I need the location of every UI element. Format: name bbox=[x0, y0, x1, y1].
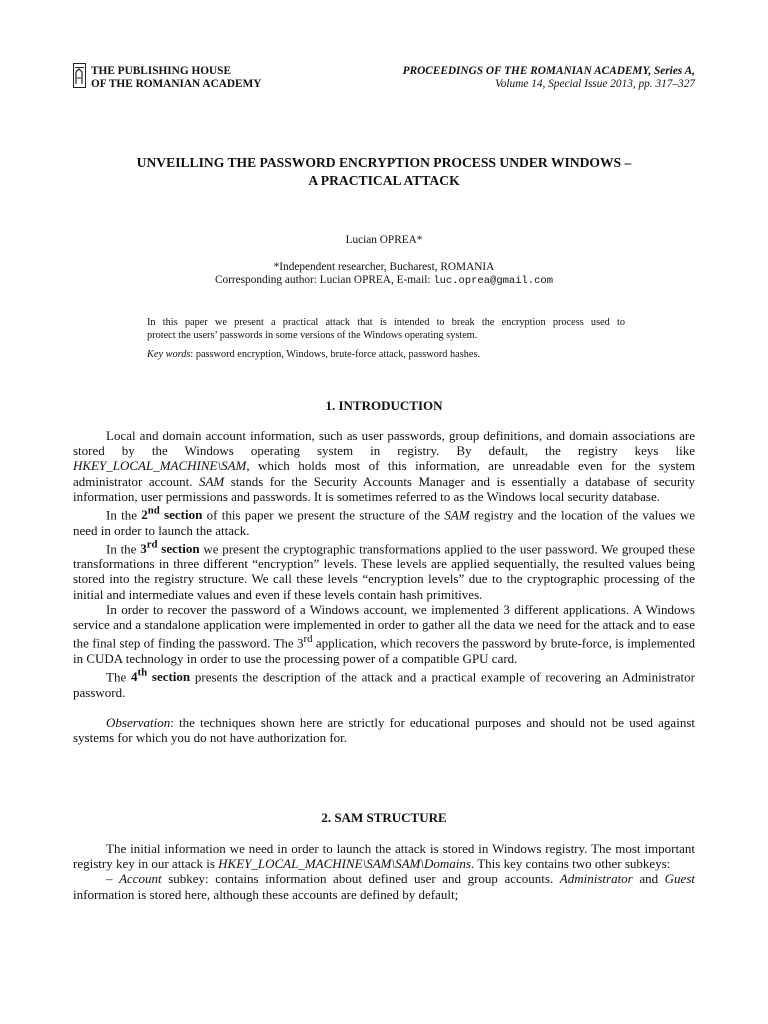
abstract-line-2: protect the users’ passwords in some versions of the Windows operating system. bbox=[147, 330, 478, 341]
paper-title-line-1: UNVEILLING THE PASSWORD ENCRYPTION PROCESS UNDER WINDOWS – bbox=[136, 155, 632, 170]
intro-paragraph-1 bbox=[73, 428, 695, 504]
text: The initial information we need in order to launch the attack is stored in Windows registry. The most important registry key in our attack is bbox=[73, 841, 695, 872]
text: , which holds most of this information, are unreadable even for the system administrator account. bbox=[73, 458, 695, 489]
sam-term: SAM bbox=[198, 473, 225, 489]
intro-paragraph-4 bbox=[73, 602, 695, 666]
section-num: 2 bbox=[141, 507, 148, 523]
sam-paragraph-2 bbox=[73, 871, 695, 901]
author-affiliation: *Independent researcher, Bucharest, ROMANIA bbox=[273, 261, 495, 273]
corresponding-prefix: Corresponding author: Lucian OPREA, E-mail: bbox=[214, 274, 434, 286]
administrator-term: Administrator bbox=[559, 871, 633, 887]
registry-key: HKEY_LOCAL_MACHINE\SAM bbox=[73, 458, 247, 474]
author-email: luc.oprea@gmail.com bbox=[433, 275, 554, 287]
text: registry and the location of the values we need in order to launch the attack. bbox=[73, 507, 695, 538]
text: In the bbox=[106, 541, 141, 557]
text: and bbox=[632, 871, 665, 887]
text: we present the cryptographic transformations applied to the user password. We grouped these transformations in three different “encryption” levels. These levels are applied sequentially, the resulted values being stored into the registry structure. We call these levels “encryption levels” due to the cryptographic processing of the initial and intermediate values and even if these levels contain hash primitives. bbox=[73, 541, 695, 602]
section-word: section bbox=[147, 669, 191, 685]
keywords-label: Key words bbox=[147, 349, 191, 360]
list-dash: – bbox=[106, 871, 120, 887]
ordinal-suffix: nd bbox=[147, 505, 160, 518]
introduction-body bbox=[73, 428, 695, 745]
text: The bbox=[106, 669, 131, 685]
ordinal-suffix: rd bbox=[303, 633, 313, 646]
journal-title-line bbox=[403, 65, 695, 78]
text: of this paper we present the structure of the bbox=[202, 507, 445, 523]
paper-title-line-2: A PRACTICAL ATTACK bbox=[308, 173, 460, 188]
section-word: section bbox=[159, 507, 203, 523]
ordinal-suffix: th bbox=[137, 667, 148, 680]
section-word: section bbox=[157, 541, 200, 557]
journal-volume: Volume 14, Special Issue 2013, pp. 317–327 bbox=[495, 78, 695, 90]
text: application, which recovers the password by brute-force, is implemented in CUDA technology in order to use the processing power of a compatible GPU card. bbox=[73, 635, 695, 666]
publisher-line-1: THE PUBLISHING HOUSE bbox=[91, 65, 231, 77]
observation-label: Observation bbox=[106, 714, 171, 730]
text: Local and domain account information, such as user passwords, group definitions, and domain associations are stored by the Windows operating system in registry. By default, the registry keys like bbox=[73, 428, 695, 459]
ordinal-suffix: rd bbox=[146, 538, 158, 551]
section-ref bbox=[141, 507, 202, 522]
publisher-line-2: OF THE ROMANIAN ACADEMY bbox=[91, 78, 262, 90]
paper-title bbox=[0, 154, 768, 190]
text: In the bbox=[106, 507, 142, 523]
abstract-line-1: In this paper we present a practical attack that is intended to break the encryption process used to bbox=[147, 317, 625, 328]
keywords-list: : password encryption, Windows, brute-force attack, password hashes. bbox=[190, 349, 481, 360]
intro-paragraph-3 bbox=[73, 538, 695, 602]
text: In order to recover the password of a Windows account, we implemented 3 different applications. A Windows service and a standalone application were implemented in order to gather all the data we need for the attack and to ease the final step of finding the password. The 3 bbox=[73, 601, 695, 651]
text: information is stored here, although these accounts are defined by default; bbox=[73, 886, 459, 902]
account-term: Account bbox=[119, 871, 162, 887]
text: . This key contains two other subkeys: bbox=[470, 856, 671, 872]
corresponding-author bbox=[0, 274, 768, 288]
publisher-name bbox=[91, 65, 261, 91]
section-num: 4 bbox=[130, 669, 138, 685]
abstract bbox=[147, 316, 625, 342]
keywords bbox=[147, 348, 480, 361]
journal-info bbox=[403, 65, 695, 91]
section-ref bbox=[131, 669, 190, 684]
registry-key: HKEY_LOCAL_MACHINE\SAM\SAM\Domains bbox=[218, 856, 471, 872]
sam-term: SAM bbox=[444, 507, 470, 523]
academy-logo-icon bbox=[73, 63, 86, 88]
journal-title: PROCEEDINGS OF THE ROMANIAN ACADEMY bbox=[402, 65, 649, 77]
observation-paragraph bbox=[73, 715, 695, 745]
section-1-heading: 1. INTRODUCTION bbox=[325, 398, 443, 413]
sam-paragraph-1 bbox=[73, 841, 695, 871]
text: : the techniques shown here are strictly for educational purposes and should not be used against systems for which you do not have authorization for. bbox=[73, 714, 695, 745]
section-2-heading: 2. SAM STRUCTURE bbox=[321, 810, 447, 825]
text: presents the description of the attack and a practical example of recovering an Administrator password. bbox=[73, 669, 695, 700]
intro-paragraph-2 bbox=[73, 504, 695, 538]
author-name: Lucian OPREA* bbox=[345, 234, 423, 246]
text: subkey: contains information about defined user and group accounts. bbox=[161, 871, 560, 887]
intro-paragraph-5 bbox=[73, 666, 695, 700]
guest-term: Guest bbox=[664, 871, 695, 887]
text: stands for the Security Accounts Manager and is essentially a database of security information, user permissions and passwords. It is sometimes referred to as the Windows local security database. bbox=[73, 473, 695, 504]
section-ref bbox=[140, 538, 200, 557]
section-num: 3 bbox=[140, 541, 147, 557]
journal-series: , Series A, bbox=[648, 65, 695, 77]
sam-structure-body bbox=[73, 841, 695, 902]
